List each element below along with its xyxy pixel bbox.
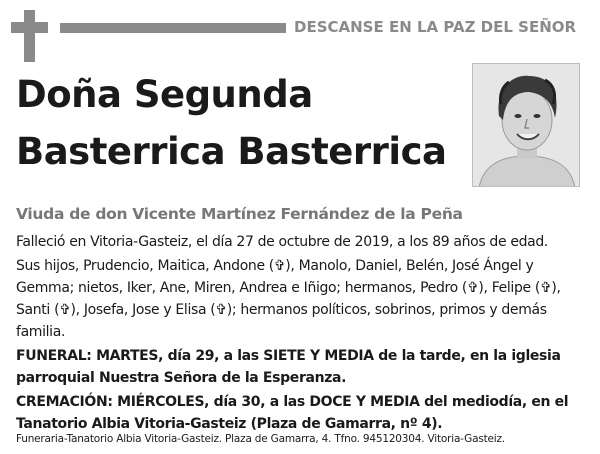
death-notice-text: Falleció en Vitoria-Gasteiz, el día 27 de octubre de 2019, a los 89 años de edad. bbox=[16, 234, 548, 250]
cross-horizontal-bar bbox=[11, 22, 48, 33]
header-rule bbox=[60, 23, 286, 33]
header-tagline: DESCANSE EN LA PAZ DEL SEÑOR bbox=[294, 18, 577, 36]
funeral-home-footer: Funeraria-Tanatorio Albia Vitoria-Gasteiz. Plaza de Gamarra, 4. Tfno. 945120304. Vitoria-Gasteiz. bbox=[16, 433, 505, 445]
cremation-info-text: CREMACIÓN: MIÉRCOLES, día 30, a las DOCE Y MEDIA del mediodía, en el Tanatorio Albia Vitoria-Gasteiz (Plaza de Gamarra, nº 4). bbox=[16, 394, 569, 432]
family-list-text: Sus hijos, Prudencio, Maitica, Andone (✞), Manolo, Daniel, Belén, José Ángel y Gemma; nietos, Iker, Ane, Miren, Andrea e Iñigo; hermanos, Pedro (✞), Felipe (✞), Santi (✞), Josefa, Jose y Elisa (✞); hermanos políticos, sobrinos, primos y demás familia. bbox=[16, 258, 561, 340]
deceased-name-line2: Basterrica Basterrica bbox=[16, 130, 447, 173]
deceased-name-line1: Doña Segunda bbox=[16, 73, 313, 116]
funeral-info-text: FUNERAL: MARTES, día 29, a las SIETE Y MEDIA de la tarde, en la iglesia parroquial Nuestra Señora de la Esperanza. bbox=[16, 348, 561, 386]
widow-subtitle: Viuda de don Vicente Martínez Fernández de la Peña bbox=[16, 205, 463, 223]
portrait-illustration bbox=[473, 64, 580, 187]
portrait-photo bbox=[472, 63, 580, 187]
cross-vertical-bar bbox=[24, 10, 35, 62]
